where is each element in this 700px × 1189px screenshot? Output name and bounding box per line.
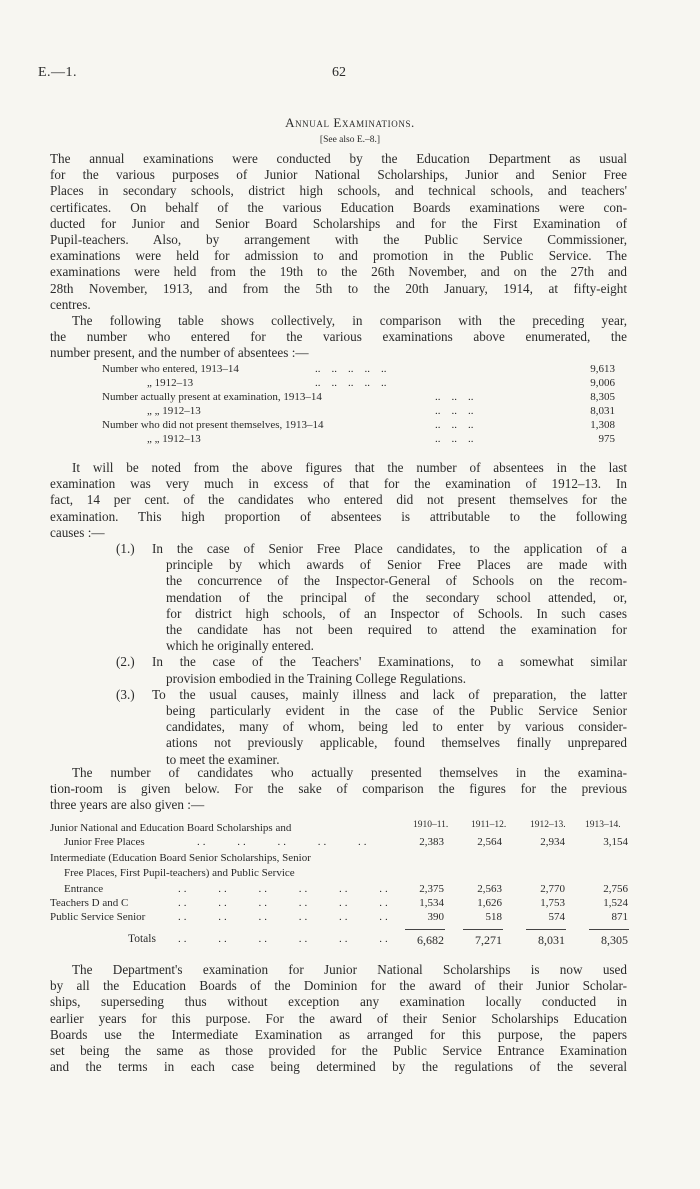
table-intro-line: the number who entered for the various examinations above enumerated, the [50, 329, 627, 345]
intro-line: centres. [50, 296, 91, 312]
candidates-cell: 1,524 [603, 897, 628, 909]
intro-paragraph [50, 151, 627, 313]
cause-line: to meet the examiner. [166, 751, 280, 767]
final-line: set being the same as those provided for the Public Service Entrance Examination [50, 1043, 627, 1059]
total-rule [405, 929, 445, 930]
cause-marker: (1.) [116, 541, 135, 556]
candidates-line: tion-room is given below. For the sake of comparison the figures for the previous [50, 781, 627, 797]
absentee-line: examination. This high proportion of absentees is attributable to the following [50, 508, 627, 524]
candidates-cell: 2,934 [540, 836, 565, 848]
intro-line: certificates. On behalf of the various Education Boards examinations were con- [50, 199, 627, 215]
absentee-line: It will be noted from the above figures that the number of absentees in the last [72, 460, 627, 475]
totals-cell: 7,271 [475, 933, 502, 947]
candidates-cell: 390 [427, 911, 444, 923]
cause-item [116, 687, 627, 768]
cause-line: In the case of Senior Free Place candidates, to the application of a [152, 541, 627, 556]
leader-dots: .. .. .. [435, 419, 474, 431]
intro-line: examinations were held from the 19th to the 26th November, and on the 27th and [50, 264, 627, 280]
candidates-line: The number of candidates who actually presented themselves in the examina- [72, 765, 627, 780]
candidates-cell: 2,756 [603, 883, 628, 895]
cause-line: ations not previously applicable, found themselves finally unprepared [166, 735, 627, 751]
candidates-row-label: Teachers D and C [50, 897, 129, 909]
cause-marker: (2.) [116, 654, 135, 670]
total-rule [526, 929, 566, 930]
totals-label: Totals [128, 933, 156, 945]
cause-line: candidates, many of whom, being led to enter by various consider- [166, 719, 627, 735]
see-also-note: [See also E.–8.] [319, 135, 381, 145]
leader-dots: .. .. .. .. .. .. [178, 933, 391, 945]
candidates-cell: 518 [485, 911, 502, 923]
cause-marker: (3.) [116, 686, 135, 702]
attendance-row-value: 9,006 [590, 377, 615, 389]
totals-cell: 8,305 [601, 933, 628, 947]
candidates-cell: 2,375 [419, 883, 444, 895]
candidates-row-label: Junior Free Places [64, 836, 145, 848]
candidates-row-label: Intermediate (Education Board Senior Scholarships, Senior [50, 852, 311, 864]
page-number: 62 [332, 65, 346, 80]
leader-dots: .. .. .. .. .. .. [178, 883, 391, 895]
candidates-row-label: Entrance [64, 883, 104, 895]
final-line: by all the Education Boards of the Dominion for the award of their Junior Scholar- [50, 978, 627, 994]
attendance-row-label: „ „ 1912–13 [147, 433, 201, 445]
absentee-paragraph [50, 460, 627, 541]
leader-dots: .. .. .. .. .. [197, 836, 370, 848]
cause-line: mendation of the principal of the secondary school attended, or, [166, 589, 627, 605]
year-header: 1911–12. [471, 820, 507, 830]
total-rule [463, 929, 503, 930]
leader-dots: .. .. .. .. .. .. [178, 897, 391, 909]
table-intro-line: number present, and the number of absentees :— [50, 345, 309, 361]
totals-cell: 6,682 [417, 933, 444, 947]
attendance-row-value: 1,308 [590, 419, 615, 431]
candidates-row-label: Junior National and Education Board Scholarships and [50, 822, 292, 834]
candidates-line: three years are also given :— [50, 797, 205, 813]
attendance-row-value: 8,305 [590, 391, 615, 403]
candidates-row-label: Free Places, First Pupil-teachers) and Public Service [64, 867, 295, 879]
leader-dots: .. .. .. .. .. .. [178, 911, 391, 923]
cause-item [116, 541, 627, 654]
cause-line: provision embodied in the Training College Regulations. [166, 670, 466, 686]
cause-line: for district high schools, of an Inspector of Schools. In such cases [166, 605, 627, 621]
intro-line: 28th November, 1913, and from the 5th to the 20th January, 1914, at fifty-eight [50, 280, 627, 296]
attendance-row-label: „ „ 1912–13 [147, 405, 201, 417]
final-line: ships, superseding thus without exception any examination locally conducted in [50, 994, 627, 1010]
cause-line: being particularly evident in the case of the Public Service Senior [166, 703, 627, 719]
document-reference: E.—1. [38, 65, 78, 80]
candidates-cell: 1,534 [419, 897, 444, 909]
candidates-paragraph [50, 765, 627, 814]
cause-line: the concurrence of the Inspector-General of Schools on the recom- [166, 573, 627, 589]
attendance-row-label: Number who entered, 1913–14 [102, 363, 239, 375]
intro-line: ducted for Junior and Senior Board Scholarships and for the First Examination of [50, 215, 627, 231]
absentee-line: causes :— [50, 524, 105, 540]
intro-line: Places in secondary schools, district high schools, and technical schools, and teachers' [50, 183, 627, 199]
cause-line: which he originally entered. [166, 638, 314, 654]
attendance-row-value: 9,613 [590, 363, 615, 375]
candidates-cell: 2,383 [419, 836, 444, 848]
candidates-cell: 574 [548, 911, 565, 923]
year-header: 1910–11. [413, 820, 449, 830]
final-line: earlier years for this purpose. For the award of their Senior Scholarships Education [50, 1010, 627, 1026]
absentee-line: fact, 14 per cent. of the candidates who entered did not present themselves for the [50, 492, 627, 508]
leader-dots: .. .. .. .. .. [315, 377, 387, 389]
cause-item [116, 654, 627, 686]
cause-line: To the usual causes, mainly illness and lack of preparation, the latter [152, 686, 627, 702]
intro-line: Pupil-teachers. Also, by arrangement with the Public Service Commissioner, [50, 232, 627, 248]
leader-dots: .. .. .. [435, 391, 474, 403]
total-rule [589, 929, 629, 930]
leader-dots: .. .. .. [435, 405, 474, 417]
table-intro-paragraph [50, 313, 627, 362]
cause-line: the candidate has not been required to attend the examination for [166, 622, 627, 638]
attendance-row-label: Number actually present at examination, 1913–14 [102, 391, 322, 403]
final-line: and the terms in each case being determined by the regulations of the several [50, 1059, 627, 1075]
attendance-row-value: 975 [598, 433, 615, 445]
candidates-cell: 2,563 [477, 883, 502, 895]
final-paragraph [50, 962, 627, 1075]
leader-dots: .. .. .. .. .. [315, 363, 387, 375]
cause-line: In the case of the Teachers' Examinations, to a somewhat similar [152, 654, 627, 670]
candidates-cell: 3,154 [603, 836, 628, 848]
year-header: 1913–14. [585, 820, 621, 830]
intro-line: for the various purposes of Junior National Scholarships, Junior and Senior Free [50, 167, 627, 183]
causes-list [116, 541, 627, 768]
totals-cell: 8,031 [538, 933, 565, 947]
cause-line: principle by which awards of Senior Free Places are made with [166, 557, 627, 573]
candidates-cell: 2,564 [477, 836, 502, 848]
intro-line: The annual examinations were conducted by the Education Department as usual [50, 151, 627, 166]
section-title: Annual Examinations. [285, 115, 415, 130]
candidates-row-label: Public Service Senior [50, 911, 146, 923]
candidates-cell: 2,770 [540, 883, 565, 895]
leader-dots: .. .. .. [435, 433, 474, 445]
candidates-cell: 1,626 [477, 897, 502, 909]
attendance-row-value: 8,031 [590, 405, 615, 417]
candidates-cell: 871 [611, 911, 628, 923]
final-line: Boards use the Intermediate Examination as arranged for this purpose, the papers [50, 1026, 627, 1042]
candidates-cell: 1,753 [540, 897, 565, 909]
final-line: The Department's examination for Junior National Scholarships is now used [72, 962, 627, 977]
attendance-row-label: Number who did not present themselves, 1913–14 [102, 419, 324, 431]
intro-line: examinations were held for admission to and promotion in the Public Service. The [50, 248, 627, 264]
absentee-line: examination was very much in excess of that for the examination of 1912–13. In [50, 476, 627, 492]
year-header: 1912–13. [530, 820, 566, 830]
attendance-row-label: „ 1912–13 [147, 377, 194, 389]
table-intro-line: The following table shows collectively, in comparison with the preceding year, [72, 313, 627, 328]
